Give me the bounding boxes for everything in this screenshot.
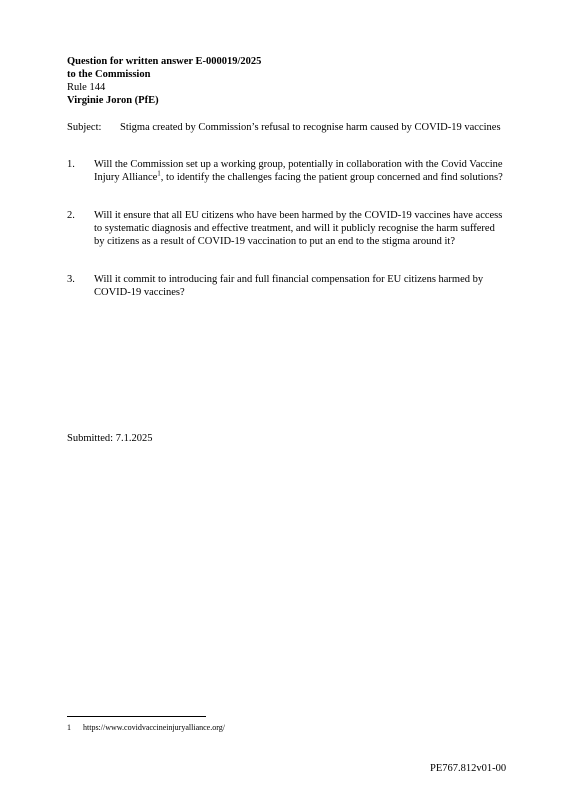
subject-text: Stigma created by Commission’s refusal to recognise harm caused by COVID-19 vaccines [120,122,501,133]
rule: Rule 144 [67,82,106,93]
author: Virginie Joron (PfE) [67,95,159,106]
document-reference: PE767.812v01-00 [430,763,507,774]
question-text-part: Will the Commission set up a working group, potentially in collaboration with the Covid Vaccine Injury Alliance [94,159,503,183]
question-number: 2. [67,210,75,221]
footnote-number: 1 [67,723,71,732]
subject-label: Subject: [67,122,102,133]
question-header [67,55,261,107]
question-number: 3. [67,274,75,285]
footnote [67,723,225,732]
question-type: Question for written answer E-000019/2025 [67,56,262,67]
footnote-reference[interactable]: 1 [157,169,161,178]
footnote-separator [67,716,206,717]
question-text: Will it commit to introducing fair and full financial compensation for EU citizens harmed by COVID-19 vaccines? [94,274,484,298]
addressee: to the Commission [67,69,151,80]
question-text [94,158,506,184]
footnote-link[interactable]: https://www.covidvaccineinjuryalliance.org/ [83,723,225,732]
submitted-date: Submitted: 7.1.2025 [67,433,153,444]
question-text-part: , to identify the challenges facing the patient group concerned and find solutions? [160,172,503,183]
question-number: 1. [67,159,75,170]
question-text: Will it ensure that all EU citizens who have been harmed by the COVID-19 vaccines have access to systematic diagnosis and effective treatment, and will it publicly recognise the harm suffered by citizens as a result of COVID-19 vaccination to put an end to the stigma around it? [94,210,503,247]
